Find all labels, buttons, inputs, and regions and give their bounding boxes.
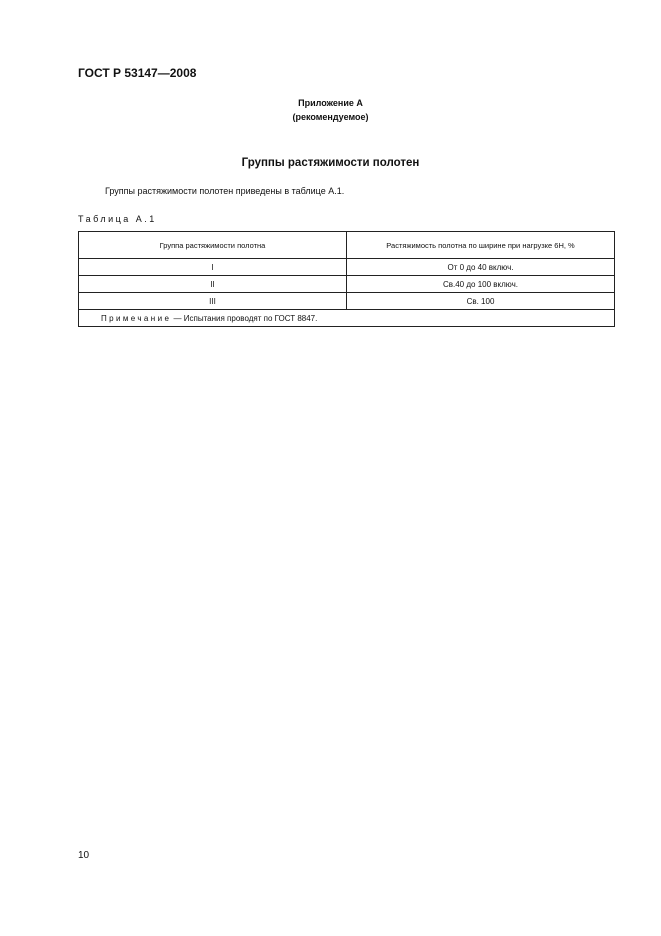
table-note-row: [79, 310, 615, 327]
stretch-groups-table: [78, 231, 615, 327]
note-label: Примечание: [101, 313, 172, 323]
standard-number: ГОСТ Р 53147—2008: [78, 66, 197, 80]
annex-status: (рекомендуемое): [292, 112, 369, 122]
table-note: [79, 310, 615, 327]
header-cell: Группа растяжимости полотна: [79, 232, 347, 259]
section-title: Группы растяжимости полотен: [241, 157, 420, 169]
table-caption: Таблица А.1: [78, 214, 157, 224]
value-cell: От 0 до 40 включ.: [347, 259, 615, 276]
value-cell: Св. 100: [347, 293, 615, 310]
group-cell: III: [79, 293, 347, 310]
page-number: 10: [78, 850, 90, 861]
header-cell: Растяжимость полотна по ширине при нагрузке 6Н, %: [347, 232, 615, 259]
intro-paragraph: Группы растяжимости полотен приведены в таблице А.1.: [105, 186, 345, 196]
table-row: [79, 293, 615, 310]
group-cell: II: [79, 276, 347, 293]
annex-title: Приложение А: [298, 98, 363, 108]
table-row: [79, 259, 615, 276]
table-header-row: [79, 232, 615, 259]
value-cell: Св.40 до 100 включ.: [347, 276, 615, 293]
group-cell: I: [79, 259, 347, 276]
note-text: — Испытания проводят по ГОСТ 8847.: [171, 313, 318, 323]
table-row: [79, 276, 615, 293]
